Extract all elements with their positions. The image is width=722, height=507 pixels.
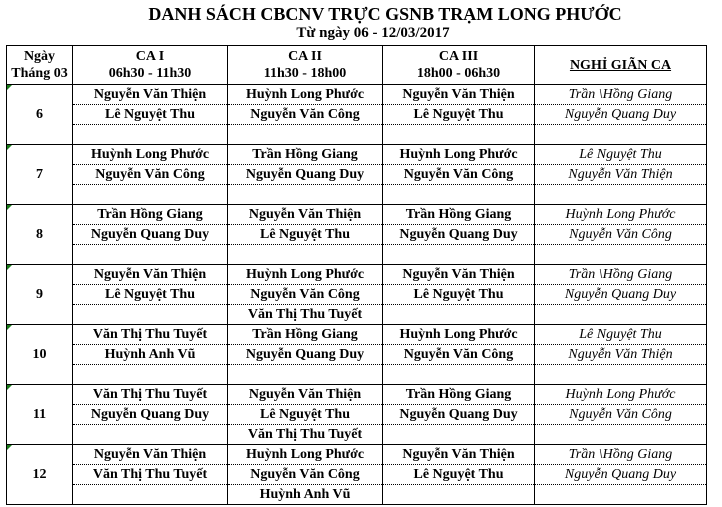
off-shift-person: Huỳnh Long Phước [535,205,707,225]
roster-row [7,305,707,325]
shift-3-person: Lê Nguyệt Thu [383,105,535,125]
roster-body [7,85,707,505]
off-shift-header [535,46,707,85]
shift-1-person [73,125,228,145]
day-cell: 12 [7,445,73,505]
duty-roster-table [6,45,707,505]
shift-3-person: Huỳnh Long Phước [383,145,535,165]
off-shift-person [535,365,707,385]
off-shift-person [535,425,707,445]
shift-3-person: Nguyễn Văn Công [383,345,535,365]
shift-3-time: 18h00 - 06h30 [416,66,501,81]
shift-1-person [73,305,228,325]
shift-1-person [73,365,228,385]
day-cell: 7 [7,145,73,205]
off-shift-person: Trần \Hồng Giang [535,445,707,465]
shift-1-person: Huỳnh Long Phước [73,145,228,165]
roster-row [7,345,707,365]
roster-row [7,125,707,145]
shift-2-person: Nguyễn Văn Công [228,105,383,125]
header-row [7,46,707,85]
roster-row [7,285,707,305]
roster-row [7,225,707,245]
shift-2-person: Lê Nguyệt Thu [228,225,383,245]
shift-3-person [383,365,535,385]
shift-3-person [383,125,535,145]
shift-2-person: Trần Hồng Giang [228,145,383,165]
day-cell: 6 [7,85,73,145]
shift-1-person: Trần Hồng Giang [73,205,228,225]
shift-3-person: Trần Hồng Giang [383,385,535,405]
roster-row [7,245,707,265]
shift-2-person: Lê Nguyệt Thu [228,405,383,425]
shift-2-time: 11h30 - 18h00 [263,66,347,81]
shift-2-person: Nguyễn Văn Công [228,285,383,305]
roster-row [7,465,707,485]
shift-3-person: Nguyễn Quang Duy [383,405,535,425]
day-cell: 11 [7,385,73,445]
off-shift-person: Lê Nguyệt Thu [535,145,707,165]
shift-1-header [73,46,228,85]
shift-3-person: Trần Hồng Giang [383,205,535,225]
off-shift-person [535,485,707,505]
shift-2-person: Huỳnh Long Phước [228,85,383,105]
page-title: DANH SÁCH CBCNV TRỰC GSNB TRẠM LONG PHƯỚC [148,4,622,24]
day-cell: 9 [7,265,73,325]
shift-2-person [228,125,383,145]
off-shift-person [535,185,707,205]
off-shift-person: Trần \Hồng Giang [535,85,707,105]
day-cell: 8 [7,205,73,265]
shift-2-person: Văn Thị Thu Tuyết [228,305,383,325]
shift-3-person: Lê Nguyệt Thu [383,465,535,485]
shift-1-person: Nguyễn Quang Duy [73,405,228,425]
shift-1-name: CA I [135,49,165,64]
shift-2-person: Văn Thị Thu Tuyết [228,425,383,445]
roster-row [7,445,707,465]
shift-1-person: Lê Nguyệt Thu [73,285,228,305]
off-shift-label: NGHỈ GIÃN CA [569,57,672,73]
off-shift-person: Nguyễn Văn Công [535,225,707,245]
off-shift-person: Nguyễn Văn Thiện [535,165,707,185]
shift-2-person [228,365,383,385]
roster-row [7,425,707,445]
shift-3-person [383,305,535,325]
shift-1-person: Nguyễn Văn Công [73,165,228,185]
shift-3-header [383,46,535,85]
shift-3-person [383,245,535,265]
off-shift-person [535,125,707,145]
shift-2-person: Nguyễn Văn Công [228,465,383,485]
roster-row [7,265,707,285]
shift-3-person: Nguyễn Quang Duy [383,225,535,245]
day-cell: 10 [7,325,73,385]
shift-3-person: Nguyễn Văn Công [383,165,535,185]
roster-row [7,325,707,345]
day-header [7,46,73,85]
shift-3-person [383,185,535,205]
roster-row [7,185,707,205]
off-shift-person [535,245,707,265]
off-shift-person: Huỳnh Long Phước [535,385,707,405]
off-shift-person [535,305,707,325]
day-header-line1: Ngày [23,49,56,64]
shift-2-person [228,185,383,205]
shift-1-person: Văn Thị Thu Tuyết [73,465,228,485]
shift-2-header [228,46,383,85]
shift-3-person: Lê Nguyệt Thu [383,285,535,305]
shift-1-person: Nguyễn Quang Duy [73,225,228,245]
off-shift-person: Nguyễn Văn Công [535,405,707,425]
off-shift-person: Nguyễn Văn Thiện [535,345,707,365]
off-shift-person: Nguyễn Quang Duy [535,285,707,305]
shift-2-person: Nguyễn Văn Thiện [228,205,383,225]
off-shift-person: Lê Nguyệt Thu [535,325,707,345]
shift-2-person: Huỳnh Long Phước [228,445,383,465]
shift-2-person: Huỳnh Anh Vũ [228,485,383,505]
roster-row [7,485,707,505]
shift-1-person: Nguyễn Văn Thiện [73,265,228,285]
shift-2-person [228,245,383,265]
off-shift-person: Nguyễn Quang Duy [535,465,707,485]
roster-row [7,365,707,385]
shift-2-name: CA II [288,49,322,64]
shift-1-time: 06h30 - 11h30 [108,66,192,81]
off-shift-person: Nguyễn Quang Duy [535,105,707,125]
shift-2-person: Nguyễn Quang Duy [228,165,383,185]
day-header-line2: Tháng 03 [11,66,68,81]
shift-1-person [73,185,228,205]
shift-1-person: Nguyễn Văn Thiện [73,85,228,105]
shift-3-person [383,425,535,445]
shift-2-person: Huỳnh Long Phước [228,265,383,285]
shift-1-person [73,485,228,505]
roster-row [7,405,707,425]
shift-1-person [73,425,228,445]
shift-1-person: Văn Thị Thu Tuyết [73,385,228,405]
shift-1-person [73,245,228,265]
shift-1-person: Nguyễn Văn Thiện [73,445,228,465]
off-shift-person: Trần \Hồng Giang [535,265,707,285]
shift-3-person [383,485,535,505]
shift-3-person: Nguyễn Văn Thiện [383,85,535,105]
shift-3-name: CA III [438,49,479,64]
roster-row [7,165,707,185]
shift-2-person: Trần Hồng Giang [228,325,383,345]
shift-2-person: Nguyễn Quang Duy [228,345,383,365]
roster-row [7,145,707,165]
shift-3-person: Huỳnh Long Phước [383,325,535,345]
shift-1-person: Văn Thị Thu Tuyết [73,325,228,345]
roster-row [7,385,707,405]
shift-1-person: Huỳnh Anh Vũ [73,345,228,365]
roster-row [7,105,707,125]
date-range: Từ ngày 06 - 12/03/2017 [296,25,450,41]
shift-2-person: Nguyễn Văn Thiện [228,385,383,405]
shift-3-person: Nguyễn Văn Thiện [383,445,535,465]
shift-3-person: Nguyễn Văn Thiện [383,265,535,285]
roster-row [7,85,707,105]
shift-1-person: Lê Nguyệt Thu [73,105,228,125]
roster-row [7,205,707,225]
